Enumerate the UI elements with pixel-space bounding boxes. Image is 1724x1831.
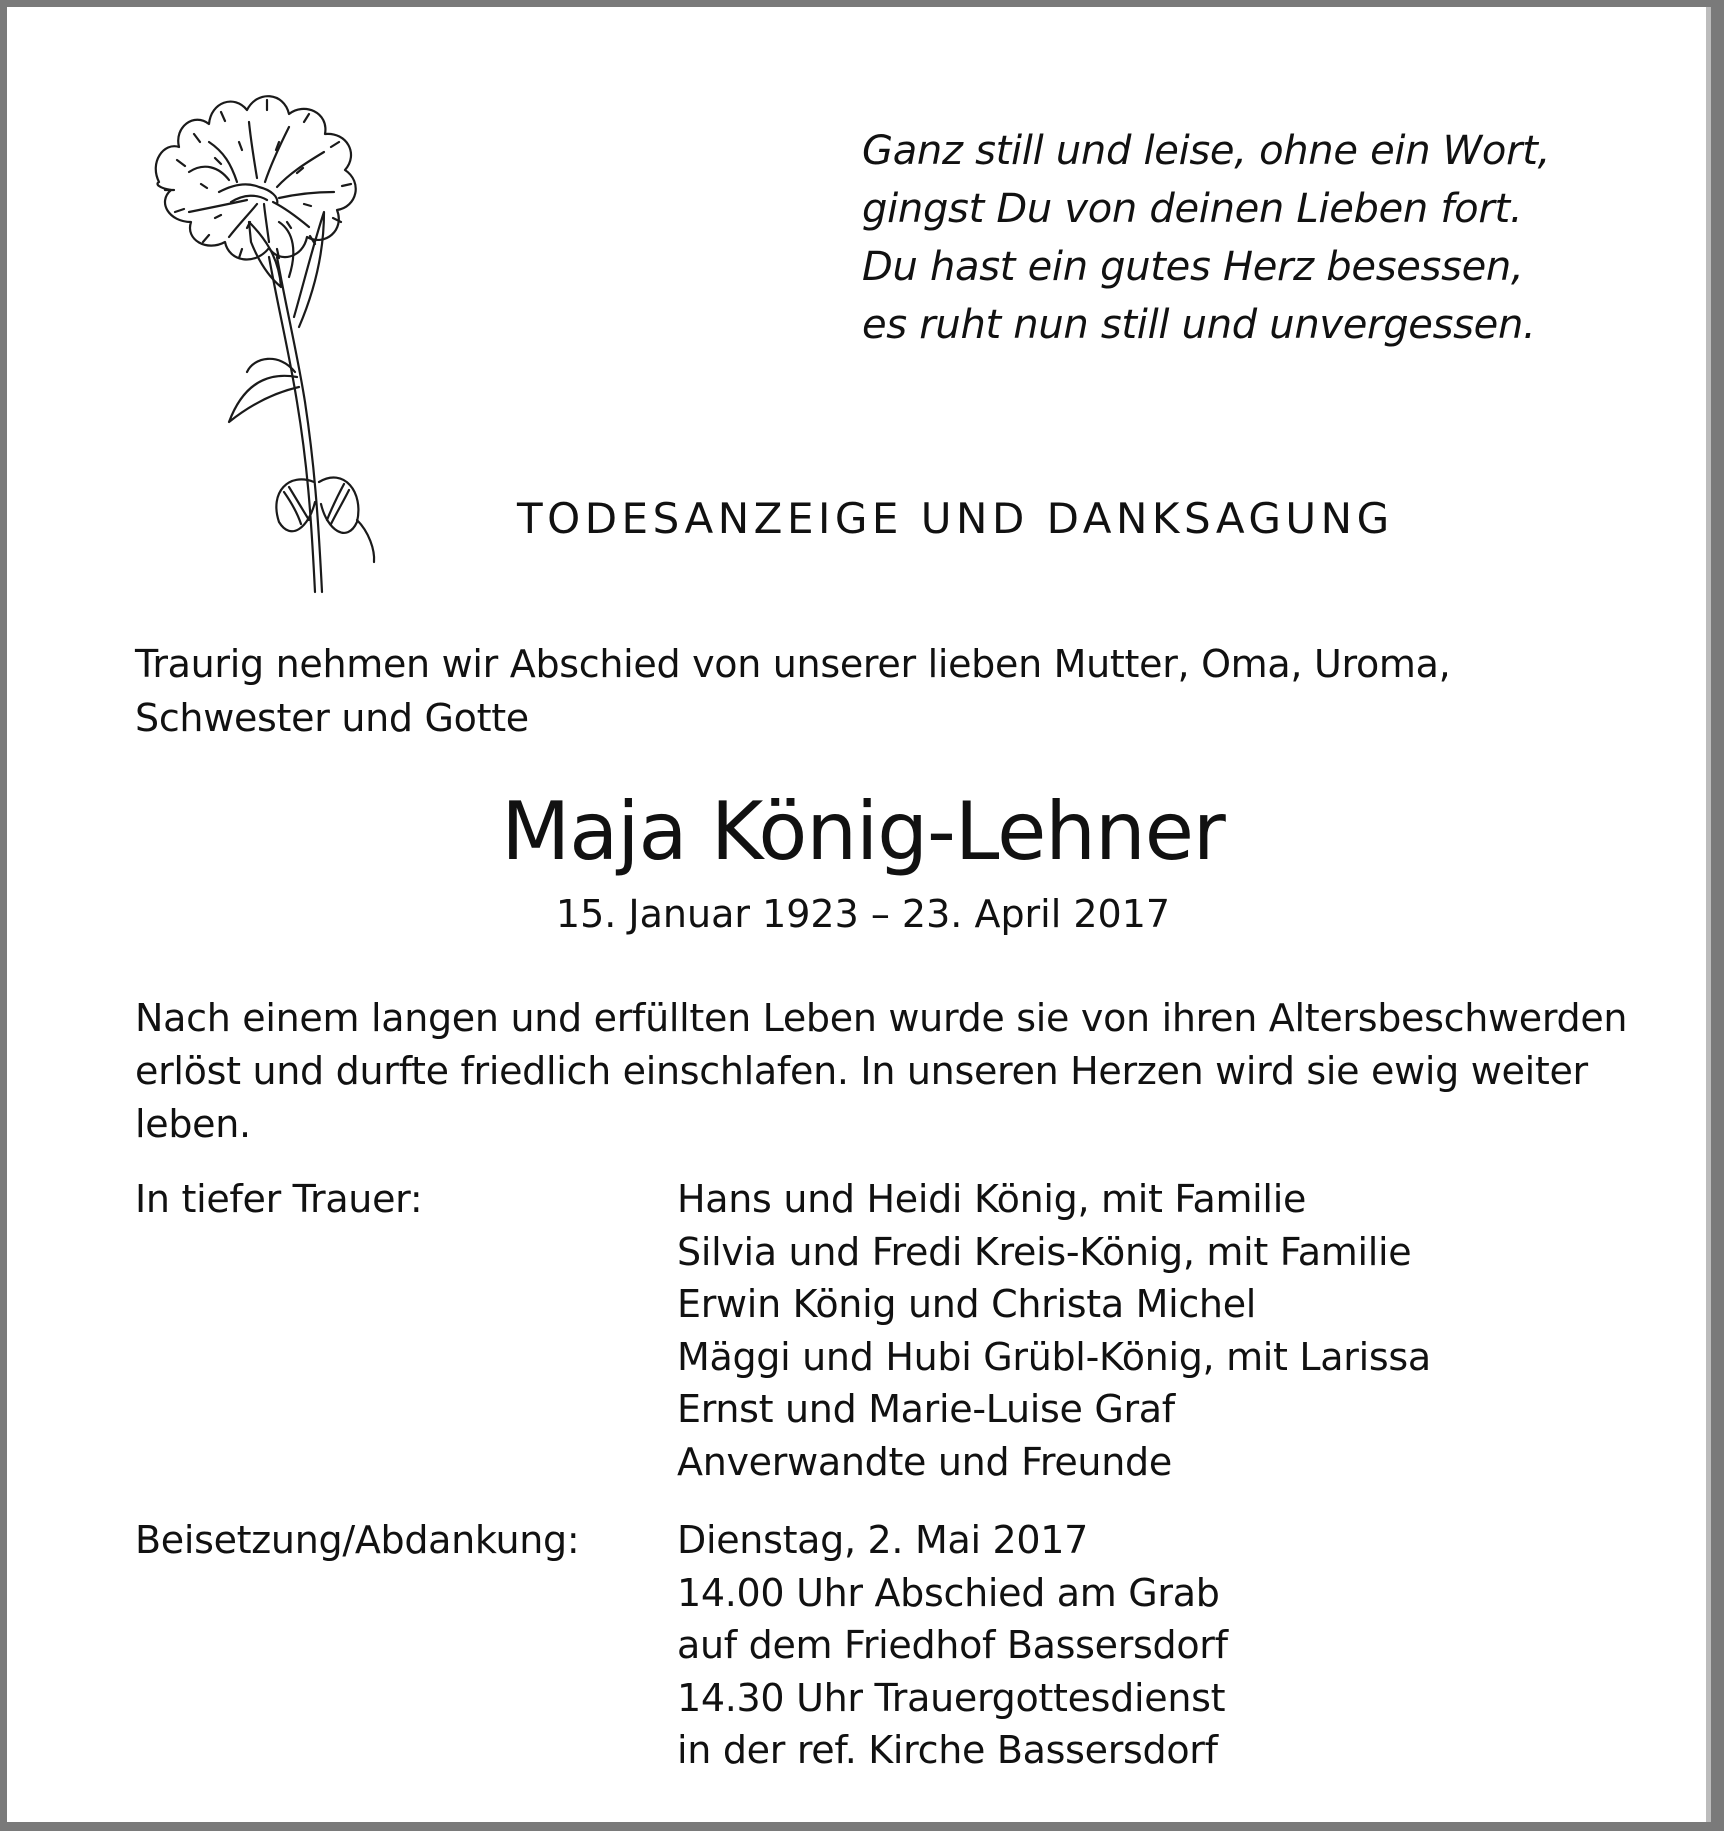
obituary-body	[135, 992, 1665, 1151]
mourner-entry: Ernst und Marie-Luise Graf	[677, 1387, 1175, 1431]
poem-line: gingst Du von deinen Lieben fort.	[862, 186, 1523, 232]
obituary-notice	[7, 7, 1711, 1822]
body-line: erlöst und durfte friedlich einschlafen. In unseren Herzen wird sie ewig weiter	[135, 1049, 1588, 1093]
intro-text	[135, 637, 1635, 745]
funeral-detail: Dienstag, 2. Mai 2017	[677, 1518, 1088, 1562]
intro-line: Schwester und Gotte	[135, 696, 529, 740]
body-line: Nach einem langen und erfüllten Leben wurde sie von ihren Altersbeschwerden	[135, 996, 1628, 1040]
mourner-entry: Hans und Heidi König, mit Familie	[677, 1177, 1307, 1221]
funeral-label: Beisetzung/Abdankung:	[135, 1518, 580, 1562]
poem-line: Du hast ein gutes Herz besessen,	[862, 244, 1524, 290]
carnation-flower-icon	[119, 72, 404, 597]
mourners-list	[677, 1173, 1431, 1488]
funeral-detail: in der ref. Kirche Bassersdorf	[677, 1728, 1218, 1772]
deceased-name: Maja König-Lehner	[501, 785, 1225, 878]
funeral-detail: 14.30 Uhr Trauergottesdienst	[677, 1675, 1226, 1720]
life-dates: 15. Januar 1923 – 23. April 2017	[555, 892, 1171, 936]
mourner-entry: Silvia und Fredi Kreis-König, mit Familie	[677, 1229, 1412, 1274]
mourner-entry: Anverwandte und Freunde	[677, 1439, 1172, 1484]
poem-line: es ruht nun still und unvergessen.	[862, 302, 1536, 348]
funeral-detail: 14.00 Uhr Abschied am Grab	[677, 1570, 1220, 1615]
intro-line: Traurig nehmen wir Abschied von unserer lieben Mutter, Oma, Uroma,	[135, 642, 1451, 686]
mourner-entry: Mäggi und Hubi Grübl-König, mit Larissa	[677, 1334, 1431, 1379]
mourner-entry: Erwin König und Christa Michel	[677, 1282, 1257, 1326]
funeral-details	[677, 1514, 1228, 1777]
mourners-label: In tiefer Trauer:	[135, 1177, 423, 1221]
body-line: leben.	[135, 1102, 251, 1146]
notice-heading: TODESANZEIGE UND DANKSAGUNG	[517, 494, 1394, 543]
funeral-detail: auf dem Friedhof Bassersdorf	[677, 1623, 1228, 1667]
memorial-poem	[862, 122, 1682, 354]
poem-line: Ganz still und leise, ohne ein Wort,	[862, 128, 1551, 174]
